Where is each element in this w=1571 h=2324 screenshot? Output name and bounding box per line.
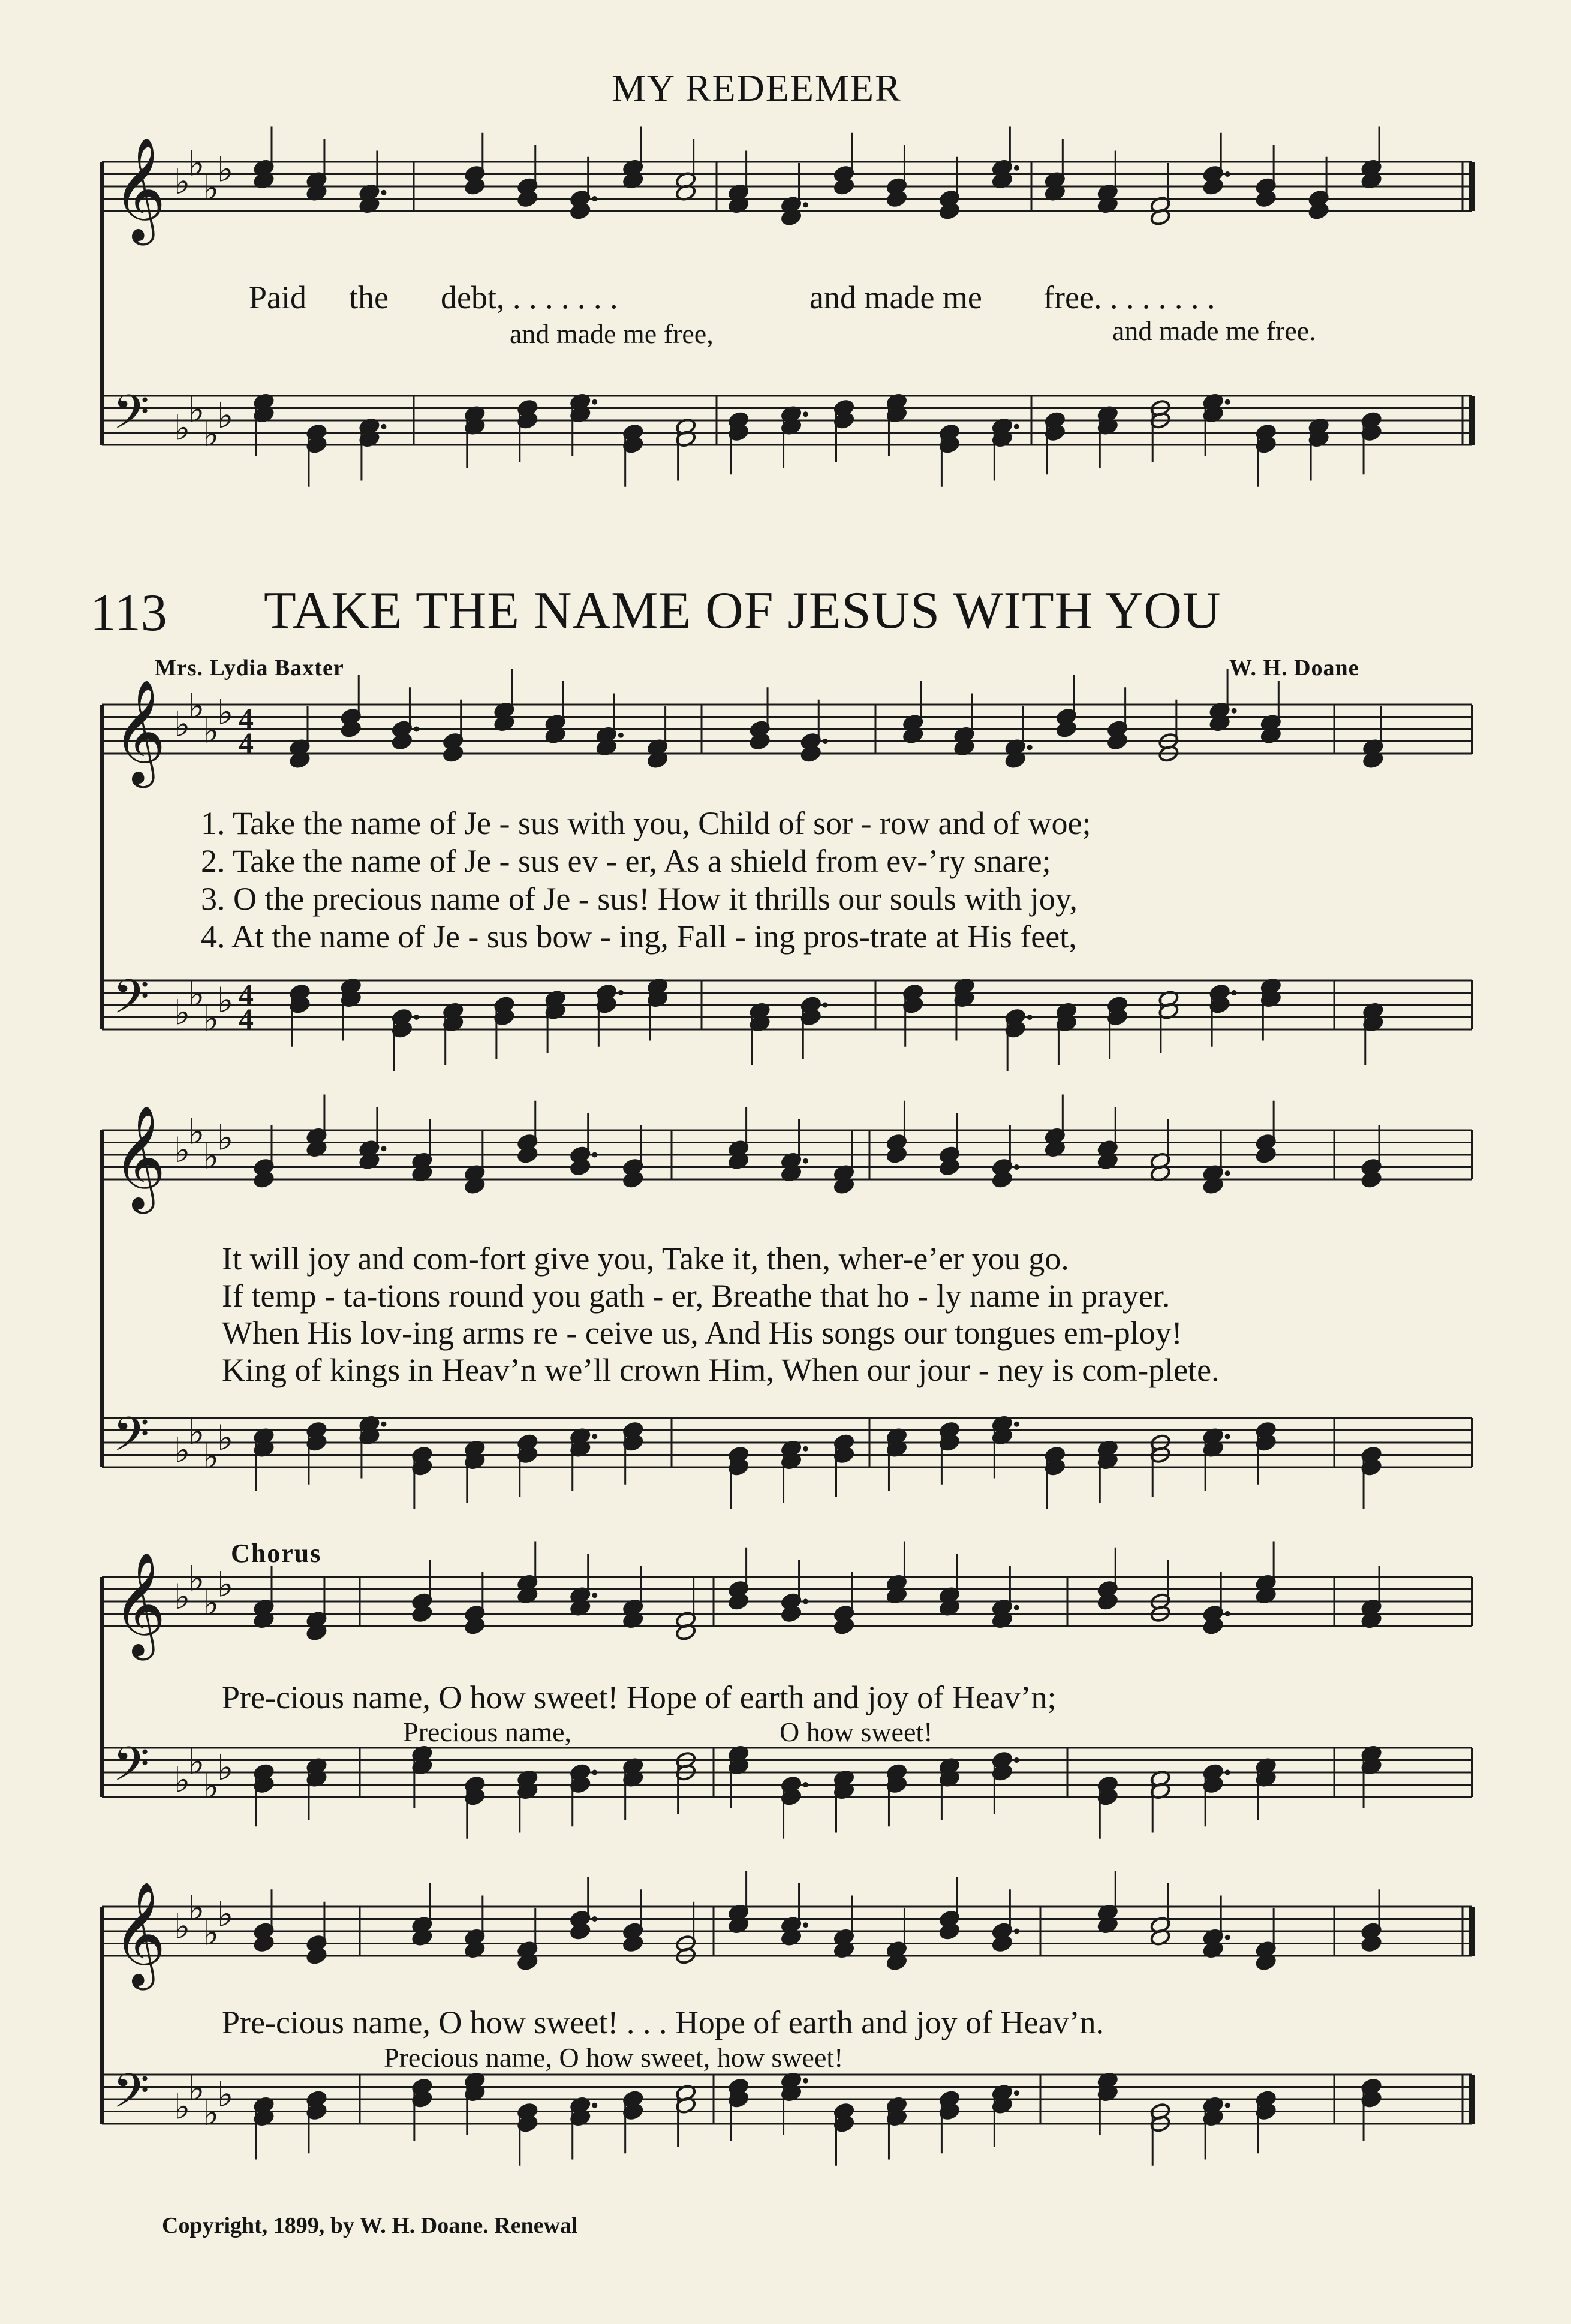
flat-icon: ♭ — [217, 1417, 234, 1458]
flat-icon: ♭ — [188, 143, 205, 184]
dot — [803, 202, 808, 207]
flat-icon: ♭ — [188, 1111, 205, 1152]
flat-icon: ♭ — [203, 710, 219, 751]
copyright-notice: Copyright, 1899, by W. H. Doane. Renewal — [162, 2213, 578, 2238]
verse-line-3b: When His lov-ing arms re - ceive us, And His songs our tongues em-ploy! — [222, 1315, 1182, 1351]
dot — [1225, 399, 1230, 405]
hymn-author: Mrs. Lydia Baxter — [155, 655, 344, 681]
prev-lyric-free: free. . . . . . . . — [1043, 279, 1215, 315]
flat-icon: ♭ — [217, 1747, 234, 1788]
flat-icon: ♭ — [174, 1429, 191, 1471]
dot — [414, 727, 419, 732]
flat-icon: ♭ — [203, 2092, 219, 2133]
dot — [618, 733, 624, 738]
flat-icon: ♭ — [174, 704, 191, 745]
chorus-echo-1b: O how sweet! — [780, 1717, 933, 1747]
treble-clef-icon: 𝄞 — [113, 679, 166, 784]
dot — [1014, 1164, 1019, 1170]
flat-icon: ♭ — [203, 1435, 219, 1477]
verse-line-1b: It will joy and com-fort give you, Take it, then, wher-e’er you go. — [222, 1241, 1069, 1277]
prev-echo-2: and made me free. — [1112, 315, 1316, 346]
flat-icon: ♭ — [203, 1582, 219, 1624]
bass-clef-icon: 𝄢 — [113, 1407, 150, 1474]
dot — [1225, 1935, 1230, 1940]
flat-icon: ♭ — [174, 161, 191, 202]
flat-icon: ♭ — [203, 1765, 219, 1807]
flat-icon: ♭ — [217, 2074, 234, 2115]
flat-icon: ♭ — [174, 1576, 191, 1617]
dot — [1014, 1605, 1019, 1610]
flat-icon: ♭ — [188, 2067, 205, 2109]
treble-clef-icon: 𝄞 — [113, 1105, 166, 1209]
flat-icon: ♭ — [188, 1411, 205, 1452]
dot — [592, 1434, 597, 1439]
dot — [823, 1003, 828, 1008]
dot — [592, 399, 597, 405]
dot — [1014, 1422, 1019, 1427]
dot — [592, 1916, 597, 1922]
dot — [803, 1599, 808, 1604]
flat-icon: ♭ — [188, 1558, 205, 1599]
flat-icon: ♭ — [188, 973, 205, 1015]
flat-icon: ♭ — [188, 1888, 205, 1929]
dot — [803, 1446, 808, 1452]
chorus-echo-2: Precious name, O how sweet, how sweet! — [384, 2042, 844, 2073]
flat-icon: ♭ — [217, 395, 234, 436]
flat-icon: ♭ — [203, 1136, 219, 1177]
bass-clef-icon: 𝄢 — [113, 1737, 150, 1804]
dot — [1225, 1770, 1230, 1775]
dot — [1232, 990, 1237, 995]
flat-icon: ♭ — [203, 998, 219, 1039]
chorus-line-1: Pre-cious name, O how sweet! Hope of earth and joy of Heav’n; — [222, 1679, 1057, 1715]
bass-clef-icon: 𝄢 — [113, 385, 150, 451]
dot — [1225, 1434, 1230, 1439]
hymn-number: 113 — [90, 584, 167, 642]
flat-icon: ♭ — [203, 1912, 219, 1953]
flat-icon: ♭ — [174, 407, 191, 448]
prev-lyric-made: and made me — [809, 279, 982, 315]
flat-icon: ♭ — [174, 992, 191, 1033]
dot — [1225, 2103, 1230, 2108]
time-signature-top: 4 — [239, 701, 254, 735]
time-signature-top: 4 — [239, 977, 254, 1011]
dot — [414, 1015, 419, 1020]
prev-echo-1: and made me free, — [510, 318, 714, 349]
dot — [381, 190, 386, 195]
dot — [803, 1782, 808, 1787]
dot — [1014, 2090, 1019, 2096]
dot — [618, 990, 624, 995]
dot — [1014, 165, 1019, 171]
flat-icon: ♭ — [174, 1906, 191, 1947]
verse-line-4b: King of kings in Heav’n we’ll crown Him, When our jour - ney is com-plete. — [222, 1352, 1220, 1388]
dot — [381, 1422, 386, 1427]
dot — [1014, 1757, 1019, 1763]
flat-icon: ♭ — [217, 1893, 234, 1935]
chorus-echo-1a: Precious name, — [403, 1717, 572, 1747]
flat-icon: ♭ — [188, 389, 205, 430]
time-signature-bottom: 4 — [239, 1001, 254, 1035]
verse-line-1a: 1. Take the name of Je - sus with you, Child of sor - row and of woe; — [201, 805, 1091, 841]
prev-lyric-paid: Paid — [249, 279, 307, 315]
hymn-title: TAKE THE NAME OF JESUS WITH YOU — [264, 582, 1221, 640]
prev-lyric-debt: debt, . . . . . . . — [441, 279, 618, 315]
prev-hymn-title: MY REDEEMER — [612, 67, 902, 109]
dot — [803, 1158, 808, 1164]
flat-icon: ♭ — [174, 2086, 191, 2127]
dot — [381, 424, 386, 429]
dot — [1225, 1611, 1230, 1616]
verse-line-4a: 4. At the name of Je - sus bow - ing, Fall - ing pros-trate at His feet, — [201, 919, 1077, 955]
flat-icon: ♭ — [217, 691, 234, 733]
verse-line-2a: 2. Take the name of Je - sus ev - er, As a shield from ev-’ry snare; — [201, 843, 1051, 879]
dot — [592, 2103, 597, 2108]
dot — [803, 411, 808, 417]
flat-icon: ♭ — [217, 149, 234, 190]
dot — [1027, 745, 1033, 750]
flat-icon: ♭ — [217, 1117, 234, 1158]
flat-icon: ♭ — [174, 1130, 191, 1170]
time-signature-bottom: 4 — [239, 726, 254, 760]
hymn-composer: W. H. Doane — [1229, 655, 1359, 681]
dot — [1027, 1015, 1033, 1020]
flat-icon: ♭ — [217, 980, 234, 1020]
dot — [1225, 171, 1230, 177]
chorus-label: Chorus — [231, 1539, 322, 1568]
treble-clef-icon: 𝄞 — [113, 137, 166, 241]
chorus-line-2: Pre-cious name, O how sweet! . . . Hope of earth and joy of Heav’n. — [222, 2004, 1104, 2040]
dot — [592, 1593, 597, 1598]
dot — [823, 739, 828, 744]
flat-icon: ♭ — [188, 1741, 205, 1782]
treble-clef-icon: 𝄞 — [113, 1552, 166, 1656]
treble-clef-icon: 𝄞 — [113, 1882, 166, 1986]
dot — [803, 2078, 808, 2084]
bass-clef-icon: 𝄢 — [113, 970, 150, 1036]
bass-clef-icon: 𝄢 — [113, 2064, 150, 2130]
dot — [592, 1770, 597, 1775]
dot — [592, 196, 597, 201]
flat-icon: ♭ — [188, 685, 205, 727]
dot — [803, 1922, 808, 1928]
verse-line-2b: If temp - ta-tions round you gath - er, Breathe that ho - ly name in prayer. — [222, 1278, 1170, 1314]
flat-icon: ♭ — [174, 1759, 191, 1801]
flat-icon: ♭ — [217, 1564, 234, 1605]
dot — [1225, 1170, 1230, 1176]
verse-line-3a: 3. O the precious name of Je - sus! How it thrills our souls with joy, — [201, 881, 1078, 917]
flat-icon: ♭ — [203, 413, 219, 454]
dot — [1232, 708, 1237, 714]
dot — [1014, 1929, 1019, 1934]
prev-lyric-the: the — [349, 279, 389, 315]
flat-icon: ♭ — [203, 167, 219, 209]
dot — [381, 1146, 386, 1151]
dot — [1014, 424, 1019, 429]
dot — [592, 1152, 597, 1158]
